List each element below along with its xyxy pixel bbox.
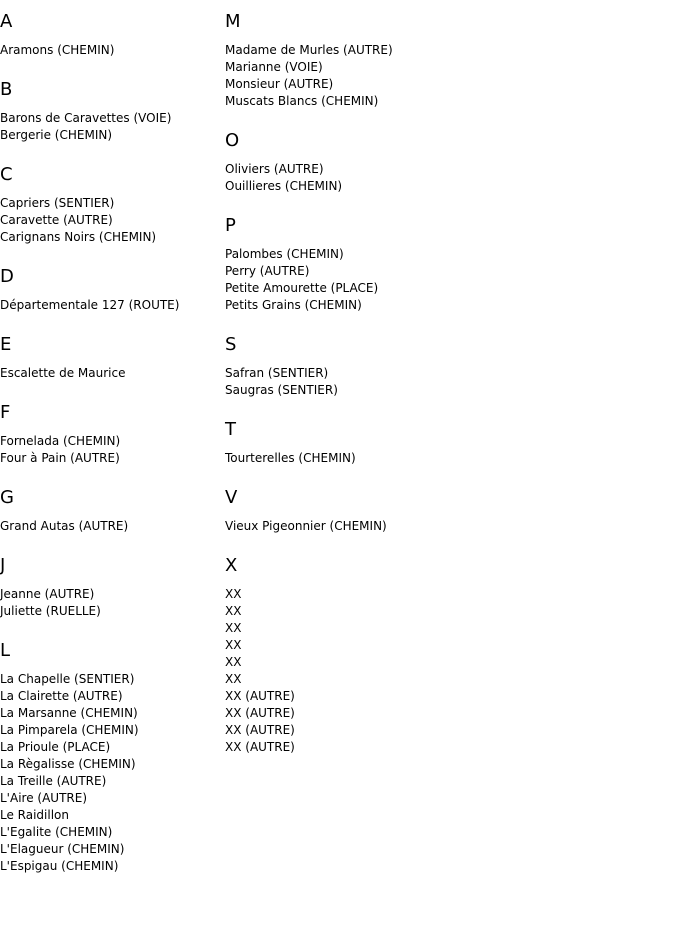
street-list-item: La Clairette (AUTRE): [0, 689, 123, 703]
street-list-item: XX: [225, 672, 242, 686]
section-p: [225, 216, 665, 314]
street-list-item: Carignans Noirs (CHEMIN): [0, 230, 157, 244]
section-letter-heading: T: [225, 419, 236, 440]
section-letter-heading: J: [0, 555, 6, 576]
left-column: [0, 0, 220, 875]
section-letter-heading: X: [225, 555, 238, 576]
street-list-item: XX: [225, 638, 242, 652]
street-list-item: Monsieur (AUTRE): [225, 77, 334, 91]
street-list: [225, 518, 665, 535]
street-list-item: Muscats Blancs (CHEMIN): [225, 94, 379, 108]
section-letter-heading: D: [0, 266, 14, 287]
street-list-item: XX: [225, 621, 242, 635]
section-letter-heading: C: [0, 164, 13, 185]
street-list: [225, 586, 665, 756]
street-list: [0, 195, 220, 246]
right-column: [225, 0, 665, 756]
section-letter-heading: S: [225, 334, 237, 355]
section-letter-heading: G: [0, 487, 14, 508]
section-a: [0, 12, 220, 59]
section-e: [0, 335, 220, 382]
street-list-item: Barons de Caravettes (VOIE): [0, 111, 172, 125]
section-t: [225, 420, 665, 467]
section-letter-heading: B: [0, 79, 13, 100]
street-list-item: L'Egalite (CHEMIN): [0, 825, 113, 839]
section-f: [0, 403, 220, 467]
street-list-item: XX (AUTRE): [225, 740, 295, 754]
street-list: [225, 450, 665, 467]
section-d: [0, 267, 220, 314]
street-list-item: Aramons (CHEMIN): [0, 43, 115, 57]
section-x: [225, 556, 665, 756]
street-list-item: Ouillieres (CHEMIN): [225, 179, 343, 193]
street-list-item: La Treille (AUTRE): [0, 774, 107, 788]
section-o: [225, 131, 665, 195]
street-list-item: Le Raidillon: [0, 808, 69, 822]
street-list-item: La Chapelle (SENTIER): [0, 672, 135, 686]
street-list-item: XX (AUTRE): [225, 706, 295, 720]
street-list-item: Fornelada (CHEMIN): [0, 434, 121, 448]
street-list: [225, 42, 665, 110]
street-list-item: Palombes (CHEMIN): [225, 247, 344, 261]
street-list-item: Escalette de Maurice: [0, 366, 126, 380]
section-letter-heading: P: [225, 215, 236, 236]
street-list: [0, 433, 220, 467]
street-list-item: Tourterelles (CHEMIN): [225, 451, 356, 465]
section-letter-heading: V: [225, 487, 238, 508]
section-v: [225, 488, 665, 535]
street-list: [0, 586, 220, 620]
section-c: [0, 165, 220, 246]
section-letter-heading: E: [0, 334, 12, 355]
street-list-item: Bergerie (CHEMIN): [0, 128, 113, 142]
section-m: [225, 12, 665, 110]
street-list-item: Madame de Murles (AUTRE): [225, 43, 393, 57]
street-list-item: Juliette (RUELLE): [0, 604, 101, 618]
street-list-item: Petits Grains (CHEMIN): [225, 298, 362, 312]
street-list: [0, 42, 220, 59]
street-list: [225, 365, 665, 399]
street-list: [0, 518, 220, 535]
street-list-item: XX (AUTRE): [225, 689, 295, 703]
street-list-item: La Prioule (PLACE): [0, 740, 111, 754]
street-list-item: L'Espigau (CHEMIN): [0, 859, 119, 873]
street-list-item: Petite Amourette (PLACE): [225, 281, 379, 295]
street-list-item: XX: [225, 604, 242, 618]
street-list-item: Safran (SENTIER): [225, 366, 329, 380]
section-letter-heading: A: [0, 11, 13, 32]
street-list: [0, 297, 220, 314]
street-list: [225, 161, 665, 195]
street-list-item: Départementale 127 (ROUTE): [0, 298, 180, 312]
street-list-item: Four à Pain (AUTRE): [0, 451, 120, 465]
section-letter-heading: L: [0, 640, 11, 661]
street-list-item: XX (AUTRE): [225, 723, 295, 737]
street-list-item: Grand Autas (AUTRE): [0, 519, 129, 533]
street-list-item: Jeanne (AUTRE): [0, 587, 95, 601]
street-list-item: Caravette (AUTRE): [0, 213, 113, 227]
street-list-item: La Pimparela (CHEMIN): [0, 723, 139, 737]
section-s: [225, 335, 665, 399]
street-list-item: L'Elagueur (CHEMIN): [0, 842, 125, 856]
section-l: [0, 641, 220, 875]
street-list-item: Oliviers (AUTRE): [225, 162, 324, 176]
street-list-item: Marianne (VOIE): [225, 60, 323, 74]
section-letter-heading: F: [0, 402, 11, 423]
street-list: [225, 246, 665, 314]
street-list-item: XX: [225, 655, 242, 669]
street-list-item: Saugras (SENTIER): [225, 383, 338, 397]
street-list-item: La Règalisse (CHEMIN): [0, 757, 136, 771]
street-list-item: Perry (AUTRE): [225, 264, 310, 278]
section-g: [0, 488, 220, 535]
street-list: [0, 110, 220, 144]
section-j: [0, 556, 220, 620]
street-list-item: Vieux Pigeonnier (CHEMIN): [225, 519, 387, 533]
street-list: [0, 671, 220, 875]
section-b: [0, 80, 220, 144]
street-list-item: La Marsanne (CHEMIN): [0, 706, 138, 720]
section-letter-heading: M: [225, 11, 241, 32]
street-list-item: XX: [225, 587, 242, 601]
section-letter-heading: O: [225, 130, 240, 151]
street-list: [0, 365, 220, 382]
street-list-item: Capriers (SENTIER): [0, 196, 115, 210]
street-list-item: L'Aire (AUTRE): [0, 791, 87, 805]
